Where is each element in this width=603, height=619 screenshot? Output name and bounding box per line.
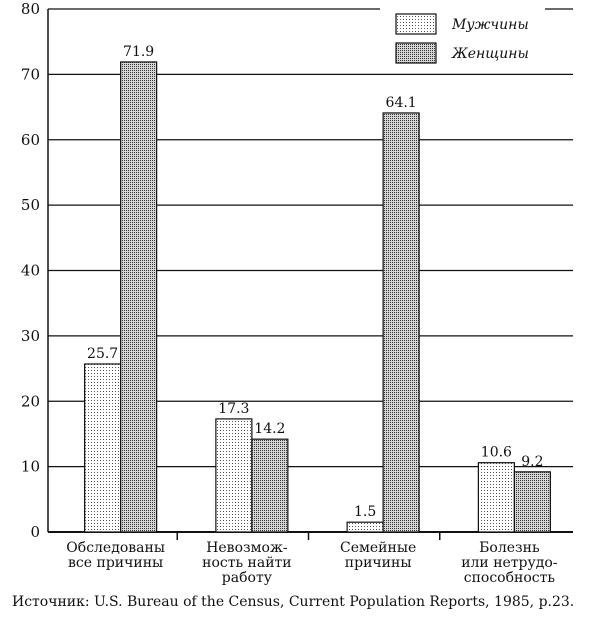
legend-swatch bbox=[396, 43, 436, 63]
data-label: 10.6 bbox=[480, 444, 512, 461]
data-label: 71.9 bbox=[123, 43, 155, 60]
data-label: 9.2 bbox=[521, 453, 544, 470]
y-tick-label: 10 bbox=[20, 457, 40, 476]
bar-men bbox=[347, 522, 383, 532]
x-tick-label: Невозмож-ность найти работу bbox=[202, 540, 292, 586]
bar-men bbox=[216, 419, 252, 532]
bars bbox=[85, 62, 551, 532]
legend bbox=[380, 5, 545, 63]
x-tick-label: Семейные причины bbox=[339, 540, 417, 571]
bar-men bbox=[85, 364, 121, 532]
bar-women bbox=[121, 62, 157, 532]
bar-men bbox=[478, 463, 514, 532]
bar-women bbox=[514, 472, 550, 532]
y-tick-label: 0 bbox=[30, 523, 40, 541]
bar-women bbox=[383, 113, 419, 532]
legend-label: Мужчины bbox=[452, 17, 529, 33]
data-label: 14.2 bbox=[254, 421, 286, 438]
category-labels bbox=[66, 540, 558, 586]
legend-label: Женщины bbox=[452, 46, 529, 62]
y-tick-label: 40 bbox=[20, 261, 40, 280]
y-tick-label: 70 bbox=[20, 65, 40, 84]
y-tick-label: 20 bbox=[20, 392, 40, 411]
y-tick-label: 80 bbox=[20, 0, 40, 18]
y-tick-label: 50 bbox=[20, 196, 40, 215]
source-note: Источник: U.S. Bureau of the Census, Current Population Reports, 1985, p.23. bbox=[12, 594, 575, 610]
data-label: 64.1 bbox=[385, 94, 417, 111]
legend-swatch bbox=[396, 14, 436, 34]
y-tick-label: 30 bbox=[20, 326, 40, 345]
x-tick-label: Болезнь или нетрудо-способность bbox=[461, 540, 558, 586]
data-label: 1.5 bbox=[353, 504, 377, 521]
bar-women bbox=[252, 439, 288, 532]
data-label: 25.7 bbox=[87, 345, 119, 362]
y-tick-label: 60 bbox=[20, 130, 40, 149]
data-label: 17.3 bbox=[218, 400, 250, 417]
x-tick-label: Обследованы все причины bbox=[66, 540, 165, 571]
y-axis-ticks bbox=[21, 0, 40, 541]
